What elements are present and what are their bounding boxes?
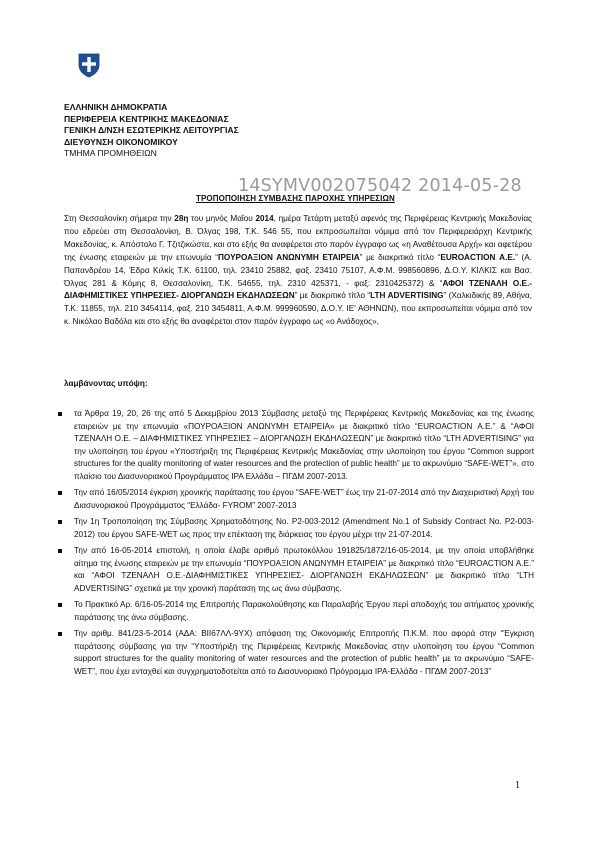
bullet-icon xyxy=(58,549,62,553)
considerations-list xyxy=(58,408,534,682)
intro-text: ” (Α. Παπανδρέου 14, Έδρα Κιλκίς Τ.Κ. 61100, τηλ. 23410 25882, φαξ. 23410 75107, Α.Φ.Μ. 998560896, Δ.Ο.Υ. ΚΙΛΚΙΣ και Βασ. Όλγας 281 & Κόμης 8, Θεσσαλονίκη, Τ.Κ. 54655, τηλ. 2310 425371, - φαξ: 2310425372) & “ xyxy=(64,252,532,288)
list-item xyxy=(58,545,534,595)
greek-coat-of-arms-icon xyxy=(76,52,102,78)
header-line: ΔΙΕΥΘΥΝΣΗ ΟΙΚΟΝΟΜΙΚΟΥ xyxy=(64,136,178,147)
intro-consortium: ΠΟΥΡΟΑΞΙΟΝ ΑΝΩΝΥΜΗ ΕΤΑΙΡΕΙΑ xyxy=(218,252,360,262)
issuer-header xyxy=(64,102,239,160)
list-item xyxy=(58,628,534,678)
intro-paragraph xyxy=(64,213,532,329)
list-item-text: Την 1η Τροποποίηση της Σύμβασης Χρηματοδότησης No. P2-003-2012 (Amendment No.1 of Subsidy Contract No. P2-003-2012) του έργου SAFE-WET ως προς την επέκταση της διάρκειας του έργου μέχρι την 21-07-2014. xyxy=(74,517,534,539)
header-department: ΤΜΗΜΑ ΠΡΟΜΗΘΕΙΩΝ xyxy=(64,148,157,158)
header-line: ΠΕΡΙΦΕΡΕΙΑ ΚΕΝΤΡΙΚΗΣ ΜΑΚΕΔΟΝΙΑΣ xyxy=(64,113,229,124)
bullet-icon xyxy=(58,632,62,636)
intro-text: ” με διακριτικό τίτλο “ xyxy=(359,252,441,262)
intro-text: του μηνός Μαΐου xyxy=(188,214,256,223)
list-item-text: Την αριθμ. 841/23-5-2014 (ΑΔΑ: ΒΙΙ67ΛΛ-9ΥΧ) απόφαση της Οικονομικής Επιτροπής Π.Κ.Μ. που αφορά στην “Έγκριση παράτασης σύμβασης για την “Υποστήριξη της Περιφέρειας Κεντρικής Μακεδονίας στην υλοποίηση του έργου “Common support structures for the quality monitoring of water resources and the protection of public health” με το ακρωνύμιο “SAFE-WET”, που έχει ενταχθεί και συγχρηματοδοτείται από το Διασυνοριακό Πρόγραμμα IPA-Ελλάδα - ΠΓΔΜ 2007-2013” xyxy=(74,629,534,676)
intro-partner: ΑΦΟΙ ΤΖΕΝΑΛΗ Ο.Ε.-ΔΙΑΦΗΜΙΣΤΙΚΕΣ ΥΠΗΡΕΣΙΕΣ- ΔΙΟΡΓΑΝΩΣΗ ΕΚΔΗΛΩΣΕΩΝ xyxy=(64,278,532,301)
list-item xyxy=(58,487,534,512)
bullet-icon xyxy=(58,520,62,524)
intro-text: , ημέρα Τετάρτη μεταξύ αφενός της Περιφέρειας Κεντρικής Μακεδονίας που εδρεύει στη Θεσσαλονίκη, Β. Όλγας 198, Τ.Κ. 546 55, που εκπροσωπείται νόμιμα από τον Περιφερειάρχη Κεντρικής Μακεδονίας, κ. Απόστολο Γ. Τζιτζικώστα, και στο εξής θα αναφέρεται στο παρόν έγγραφο ως «η Αναθέτουσα Αρχή» και αφετέρου της ένωσης εταιρειών με την επωνυμία “ xyxy=(64,214,532,262)
bullet-icon xyxy=(58,491,62,495)
header-line: ΓΕΝΙΚΗ Δ/ΝΣΗ ΕΣΩΤΕΡΙΚΗΣ ΛΕΙΤΟΥΡΓΙΑΣ xyxy=(64,125,239,135)
list-item xyxy=(58,408,534,483)
page-number: 1 xyxy=(515,780,520,791)
list-item xyxy=(58,599,534,624)
intro-text: ” (Χαλκιδικής 89, Αθήνα, Τ.Κ. 11855, τηλ. 210 3454114, φαξ. 210 3454811, Α.Φ.Μ. 999960590, Δ.Ο.Υ. ΙΕ' ΑΘΗΝΩΝ), που εκπροσωπείται νόμιμα από τον κ. Νικόλαο Βαδόλα και στο εξής θα αναφέρεται στον παρόν έγγραφο ως «ο Ανάδοχος», xyxy=(64,291,532,327)
list-item-text: Το Πρακτικό Αρ. 6/16-05-2014 της Επιτροπής Παρακολούθησης και Παραλαβής Έργου περί αποδοχής του αιτήματος χρονικής παράτασης της άνω σύμβασης. xyxy=(74,600,534,622)
intro-text: ” με διακριτικό τίτλο “ xyxy=(294,291,371,301)
taking-into-account-heading: λαμβάνοντας υπόψη: xyxy=(64,379,148,388)
document-id-watermark: 14SYMV002075042 2014-05-28 xyxy=(238,176,522,196)
document-title: ΤΡΟΠΟΠΟΙΗΣΗ ΣΥΜΒΑΣΗΣ ΠΑΡΟΧΗΣ ΥΠΗΡΕΣΙΩΝ xyxy=(196,194,395,203)
intro-partner-trade: LTH ADVERTISING xyxy=(370,291,444,301)
intro-day: 28η xyxy=(174,214,189,223)
bullet-icon xyxy=(58,412,62,416)
header-line: ΕΛΛΗΝΙΚΗ ΔΗΜΟΚΡΑΤΙΑ xyxy=(64,102,168,112)
list-item-text: τα Άρθρα 19, 20, 26 της από 5 Δεκεμβρίου 2013 Σύμβασης μεταξύ της Περιφέρειας Κεντρικής Μακεδονίας και της ένωσης εταιρειών με την επωνυμία «ΠΟΥΡΟΑΞΙΟΝ ΑΝΩΝΥΜΗ ΕΤΑΙΡΕΙΑ» με διακριτικό τίτλο “EUROACTION Α.Ε.” & “ΑΦΟΙ ΤΖΕΝΑΛΗ Ο.Ε. – ΔΙΑΦΗΜΙΣΤΙΚΕΣ ΥΠΗΡΕΣΙΕΣ – ΔΙΟΡΓΑΝΩΣΗ ΕΚΔΗΛΩΣΕΩΝ” με διακριτικό τίτλο “LTH ADVERTISING” για την υλοποίηση του έργου «Υποστήριξη της Περιφέρειας Κεντρικής Μακεδονίας στην υλοποίηση του έργου “Common support structures for the quality monitoring of water resources and the protection of public health” με το ακρωνύμιο “SAFE-WET”», στο πλαίσιο του Διασυνοριακού Προγράμματος IPA Ελλάδα – ΠΓΔΜ 2007-2013. xyxy=(74,409,534,481)
intro-text: Στη Θεσσαλονίκη σήμερα την xyxy=(64,214,175,223)
list-item-text: Την από 16-05-2014 επιστολή, η οποία έλαβε αριθμό πρωτοκόλλου 191825/1872/16-05-2014, με την οποία υποβλήθηκε αίτημα της ένωσης εταιρειών με την επωνυμία “ΠΟΥΡΟΑΞΙΟΝ ΑΝΩΝΥΜΗ ΕΤΑΙΡΕΙΑ” με διακριτικό τίτλο “EUROACTION Α.Ε.” και “ΑΦΟΙ ΤΖΕΝΑΛΗ Ο.Ε.-ΔΙΑΦΗΜΙΣΤΙΚΕΣ ΥΠΗΡΕΣΙΕΣ- ΔΙΟΡΓΑΝΩΣΗ ΕΚΔΗΛΩΣΕΩΝ” με διακριτικό τίτλο “LTH ADVERTISING” σχετικά με την χρονική παράταση της ως άνω σύμβασης. xyxy=(74,546,534,593)
intro-trade-name: EUROACTION Α.Ε. xyxy=(440,252,516,262)
bullet-icon xyxy=(58,603,62,607)
intro-year: 2014 xyxy=(255,214,274,223)
list-item xyxy=(58,516,534,541)
list-item-text: Την από 16/05/2014 έγκριση χρονικής παράτασης του έργου “SAFE-WET” έως την 21-07-2014 από την Διαχειριστική Αρχή του Διασυνοριακού Προγράμματος “Ελλάδα- FYROM” 2007-2013 xyxy=(74,488,534,510)
